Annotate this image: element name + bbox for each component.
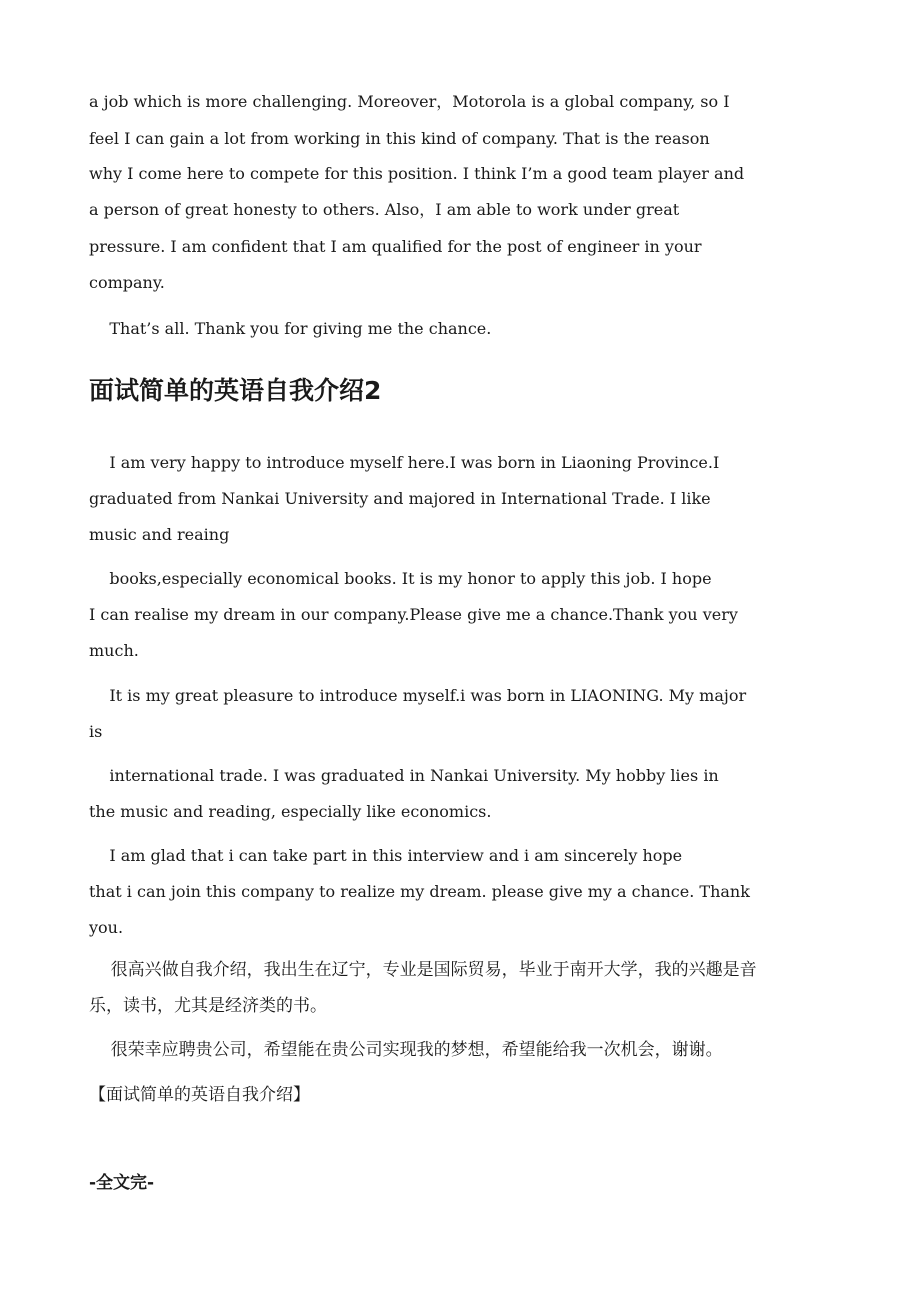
text-line: I am very happy to introduce myself here.I was born in Liaoning Province.I xyxy=(89,453,720,472)
text-line: feel I can gain a lot from working in this kind of company. That is the reason xyxy=(89,129,710,148)
text-line: why I come here to compete for this position. I think I’m a good team player and xyxy=(89,164,745,183)
bracket-title: 【面试简单的英语自我介绍】 xyxy=(89,1085,310,1105)
section-paragraph-4 xyxy=(89,758,834,830)
end-mark: -全文完- xyxy=(89,1173,155,1193)
text-line: I am glad that i can take part in this interview and i am sincerely hope xyxy=(89,846,683,865)
section-heading: 面试简单的英语自我介绍2 xyxy=(89,376,382,405)
text-line: that i can join this company to realize my dream. please give my a chance. Thank xyxy=(89,882,750,901)
text-line: It is my great pleasure to introduce myself.i was born in LIAONING. My major xyxy=(89,686,747,705)
section-paragraph-2 xyxy=(89,561,834,669)
text-line: music and reaing xyxy=(89,525,230,544)
text-line: That’s all. Thank you for giving me the chance. xyxy=(89,319,492,338)
text-line: a job which is more challenging. Moreover，Motorola is a global company, so I xyxy=(89,92,730,111)
text-line: graduated from Nankai University and majored in International Trade. I like xyxy=(89,489,711,508)
text-line: a person of great honesty to others. Also，I am able to work under great xyxy=(89,200,680,219)
text-line: 很荣幸应聘贵公司，希望能在贵公司实现我的梦想，希望能给我一次机会，谢谢。 xyxy=(89,1040,723,1060)
text-line: international trade. I was graduated in Nankai University. My hobby lies in xyxy=(89,766,719,785)
closing-paragraph xyxy=(89,311,834,347)
text-line: much. xyxy=(89,641,139,660)
text-line: the music and reading, especially like economics. xyxy=(89,802,492,821)
section-paragraph-3 xyxy=(89,678,834,750)
text-line: 很高兴做自我介绍，我出生在辽宁，专业是国际贸易，毕业于南开大学，我的兴趣是音 xyxy=(89,960,757,980)
text-line: you. xyxy=(89,918,124,937)
chinese-paragraph-1 xyxy=(89,952,834,1024)
intro-paragraph xyxy=(89,83,834,301)
text-line: is xyxy=(89,722,103,741)
text-line: I can realise my dream in our company.Please give me a chance.Thank you very xyxy=(89,605,738,624)
text-line: company. xyxy=(89,273,165,292)
section-paragraph-5 xyxy=(89,838,834,946)
chinese-paragraph-2 xyxy=(89,1032,834,1068)
text-line: pressure. I am confident that I am qualified for the post of engineer in your xyxy=(89,237,702,256)
text-line: books,especially economical books. It is my honor to apply this job. I hope xyxy=(89,569,712,588)
section-paragraph-1 xyxy=(89,445,834,553)
text-line: 乐，读书，尤其是经济类的书。 xyxy=(89,996,327,1016)
